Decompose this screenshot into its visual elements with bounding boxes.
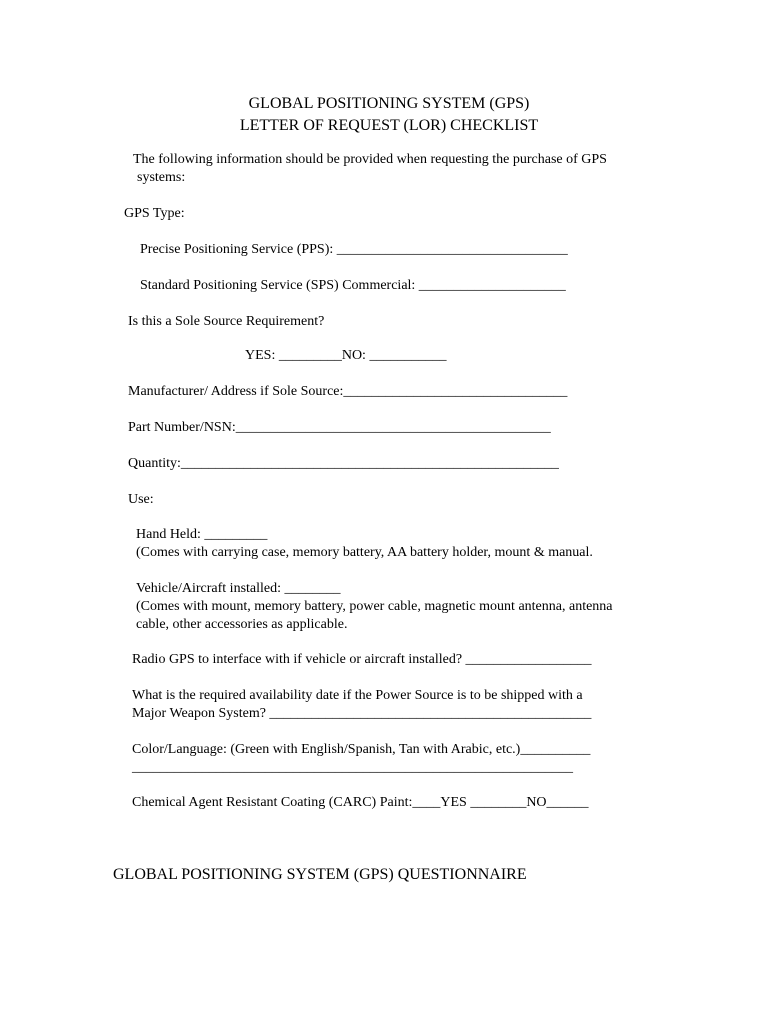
title-line-1: GLOBAL POSITIONING SYSTEM (GPS) [248,95,530,112]
sole-source-question: Is this a Sole Source Requirement? [128,314,325,329]
manufacturer-field: Manufacturer/ Address if Sole Source:________________________________ [128,384,568,399]
availability-line-1: What is the required availability date if the Power Source is to be shipped with a [132,688,583,703]
questionnaire-heading: GLOBAL POSITIONING SYSTEM (GPS) QUESTIONNAIRE [113,866,527,883]
color-language-field: Color/Language: (Green with English/Spanish, Tan with Arabic, etc.)__________ [132,742,591,757]
carc-paint-field: Chemical Agent Resistant Coating (CARC) Paint:____YES ________NO______ [132,795,589,810]
vehicle-note-line-1: (Comes with mount, memory battery, power cable, magnetic mount antenna, antenna [136,599,613,614]
radio-field: Radio GPS to interface with if vehicle or aircraft installed? __________________ [132,652,592,667]
gps-type-label: GPS Type: [124,206,185,221]
sps-field: Standard Positioning Service (SPS) Commercial: _____________________ [140,278,566,293]
hand-held-note: (Comes with carrying case, memory battery, AA battery holder, mount & manual. [136,545,593,560]
pps-field: Precise Positioning Service (PPS): _________________________________ [140,242,568,257]
vehicle-note-line-2: cable, other accessories as applicable. [136,617,348,632]
availability-field: Major Weapon System? ______________________________________________ [132,706,592,721]
quantity-field: Quantity:______________________________________________________ [128,456,559,471]
color-language-field-continued: _______________________________________________________________ [132,760,573,775]
hand-held-field: Hand Held: _________ [136,527,268,542]
intro-line-1: The following information should be provided when requesting the purchase of GPS [133,152,607,167]
intro-line-2: systems: [137,170,186,185]
vehicle-field: Vehicle/Aircraft installed: ________ [136,581,341,596]
yes-no-field: YES: _________NO: ___________ [245,348,447,363]
use-label: Use: [128,492,154,507]
part-number-field: Part Number/NSN:_____________________________________________ [128,420,551,435]
title-line-2: LETTER OF REQUEST (LOR) CHECKLIST [239,117,539,134]
